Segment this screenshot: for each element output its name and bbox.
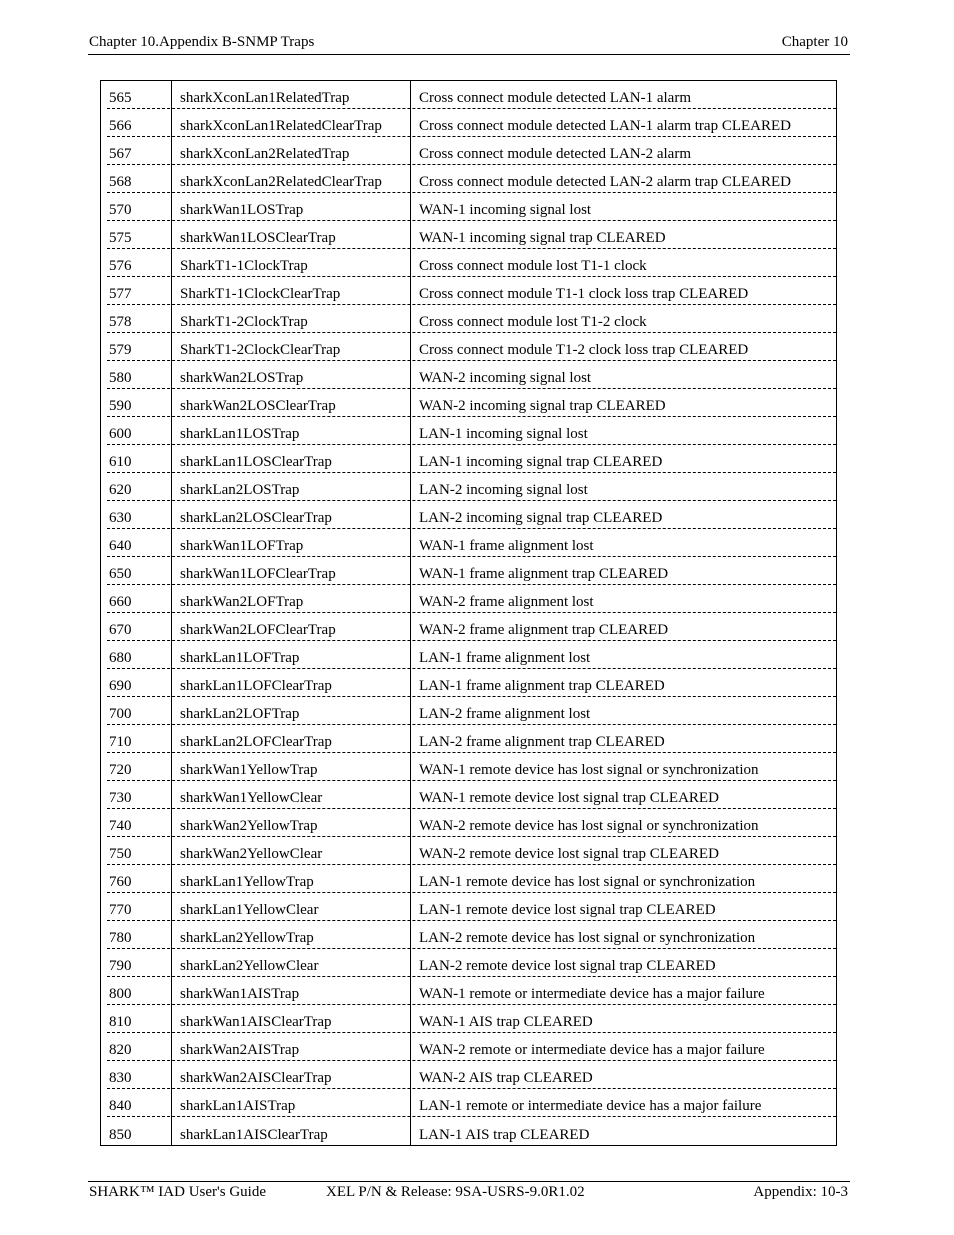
table-row bbox=[107, 473, 836, 501]
trap-name: sharkLan1YellowClear bbox=[180, 902, 319, 918]
trap-description: LAN-1 remote device has lost signal or synchronization bbox=[419, 874, 756, 890]
snmp-traps-table bbox=[100, 80, 837, 1146]
trap-name: sharkWan2LOSTrap bbox=[180, 370, 304, 386]
table-row bbox=[107, 865, 836, 893]
trap-number: 579 bbox=[109, 342, 132, 358]
trap-name: sharkWan1YellowTrap bbox=[180, 762, 318, 778]
trap-description: WAN-1 frame alignment lost bbox=[419, 538, 594, 554]
trap-description: LAN-2 frame alignment lost bbox=[419, 706, 591, 722]
trap-description: WAN-1 remote device lost signal trap CLEARED bbox=[419, 790, 719, 806]
trap-description: LAN-1 frame alignment lost bbox=[419, 650, 591, 666]
page-header bbox=[88, 34, 850, 55]
trap-number: 840 bbox=[109, 1098, 132, 1114]
table-row bbox=[107, 137, 836, 165]
trap-number: 810 bbox=[109, 1014, 132, 1030]
trap-number: 576 bbox=[109, 258, 132, 274]
trap-number: 770 bbox=[109, 902, 132, 918]
table-row bbox=[107, 389, 836, 417]
trap-number: 630 bbox=[109, 510, 132, 526]
trap-name: sharkLan2YellowClear bbox=[180, 958, 319, 974]
trap-description: LAN-2 frame alignment trap CLEARED bbox=[419, 734, 665, 750]
footer-release: XEL P/N & Release: 9SA-USRS-9.0R1.02 bbox=[326, 1184, 585, 1200]
trap-description: LAN-2 remote device lost signal trap CLEARED bbox=[419, 958, 716, 974]
table-row bbox=[107, 501, 836, 529]
trap-name: sharkXconLan2RelatedClearTrap bbox=[180, 174, 382, 190]
trap-description: Cross connect module T1-1 clock loss trap CLEARED bbox=[419, 286, 749, 302]
trap-number: 700 bbox=[109, 706, 132, 722]
trap-name: sharkWan1LOFClearTrap bbox=[180, 566, 336, 582]
trap-name: sharkXconLan1RelatedClearTrap bbox=[180, 118, 382, 134]
trap-number: 577 bbox=[109, 286, 132, 302]
trap-name: sharkLan1YellowTrap bbox=[180, 874, 314, 890]
trap-description: LAN-1 AIS trap CLEARED bbox=[419, 1127, 590, 1143]
trap-number: 610 bbox=[109, 454, 132, 470]
trap-description: LAN-1 incoming signal lost bbox=[419, 426, 588, 442]
trap-description: Cross connect module T1-2 clock loss trap CLEARED bbox=[419, 342, 749, 358]
trap-number: 640 bbox=[109, 538, 132, 554]
trap-description: WAN-1 frame alignment trap CLEARED bbox=[419, 566, 669, 582]
table-row bbox=[107, 221, 836, 249]
table-row bbox=[107, 81, 836, 109]
table-row bbox=[107, 249, 836, 277]
trap-name: sharkLan1LOFTrap bbox=[180, 650, 300, 666]
table-row bbox=[107, 1089, 836, 1117]
trap-description: WAN-2 frame alignment lost bbox=[419, 594, 594, 610]
trap-number: 720 bbox=[109, 762, 132, 778]
table-row bbox=[107, 697, 836, 725]
table-row bbox=[107, 165, 836, 193]
trap-description: LAN-1 remote or intermediate device has a major failure bbox=[419, 1098, 762, 1114]
table-row bbox=[107, 585, 836, 613]
page-footer bbox=[88, 1181, 850, 1200]
table-row bbox=[107, 1117, 836, 1145]
trap-name: sharkWan2LOSClearTrap bbox=[180, 398, 336, 414]
trap-description: WAN-2 AIS trap CLEARED bbox=[419, 1070, 593, 1086]
trap-name: sharkLan1AISClearTrap bbox=[180, 1127, 328, 1143]
trap-description: LAN-2 incoming signal lost bbox=[419, 482, 588, 498]
table-row bbox=[107, 977, 836, 1005]
trap-number: 790 bbox=[109, 958, 132, 974]
table-row bbox=[107, 893, 836, 921]
trap-name: sharkLan2LOSClearTrap bbox=[180, 510, 332, 526]
trap-number: 620 bbox=[109, 482, 132, 498]
trap-number: 670 bbox=[109, 622, 132, 638]
trap-description: Cross connect module lost T1-2 clock bbox=[419, 314, 647, 330]
trap-number: 850 bbox=[109, 1127, 132, 1143]
trap-name: SharkT1-2ClockClearTrap bbox=[180, 342, 341, 358]
table-row bbox=[107, 333, 836, 361]
trap-name: sharkWan2YellowTrap bbox=[180, 818, 318, 834]
table-row bbox=[107, 1005, 836, 1033]
trap-description: WAN-1 remote or intermediate device has a major failure bbox=[419, 986, 765, 1002]
trap-description: WAN-2 remote or intermediate device has a major failure bbox=[419, 1042, 765, 1058]
table-row bbox=[107, 445, 836, 473]
trap-name: sharkLan1LOSClearTrap bbox=[180, 454, 332, 470]
trap-name: sharkWan1LOSClearTrap bbox=[180, 230, 336, 246]
footer-guide-title: SHARK™ IAD User's Guide bbox=[89, 1184, 266, 1200]
table-row bbox=[107, 725, 836, 753]
trap-description: WAN-1 remote device has lost signal or synchronization bbox=[419, 762, 759, 778]
trap-number: 566 bbox=[109, 118, 132, 134]
trap-description: Cross connect module detected LAN-2 alarm trap CLEARED bbox=[419, 174, 791, 190]
table-row bbox=[107, 753, 836, 781]
header-chapter-label: Chapter 10 bbox=[781, 34, 848, 50]
trap-name: sharkWan2AISTrap bbox=[180, 1042, 300, 1058]
trap-name: SharkT1-1ClockTrap bbox=[180, 258, 308, 274]
trap-number: 680 bbox=[109, 650, 132, 666]
table-row bbox=[107, 949, 836, 977]
trap-description: WAN-2 incoming signal trap CLEARED bbox=[419, 398, 666, 414]
trap-number: 660 bbox=[109, 594, 132, 610]
trap-description: WAN-2 incoming signal lost bbox=[419, 370, 592, 386]
trap-number: 565 bbox=[109, 90, 132, 106]
trap-description: Cross connect module lost T1-1 clock bbox=[419, 258, 647, 274]
trap-name: sharkWan1AISClearTrap bbox=[180, 1014, 332, 1030]
table-row bbox=[107, 837, 836, 865]
table-row bbox=[107, 781, 836, 809]
trap-name: sharkLan2LOFTrap bbox=[180, 706, 300, 722]
trap-number: 740 bbox=[109, 818, 132, 834]
trap-description: LAN-1 frame alignment trap CLEARED bbox=[419, 678, 665, 694]
trap-number: 830 bbox=[109, 1070, 132, 1086]
trap-name: sharkWan2LOFClearTrap bbox=[180, 622, 336, 638]
table-row bbox=[107, 529, 836, 557]
trap-description: WAN-1 incoming signal lost bbox=[419, 202, 592, 218]
trap-number: 760 bbox=[109, 874, 132, 890]
trap-number: 820 bbox=[109, 1042, 132, 1058]
trap-name: sharkLan2LOFClearTrap bbox=[180, 734, 332, 750]
trap-description: LAN-1 incoming signal trap CLEARED bbox=[419, 454, 663, 470]
trap-number: 730 bbox=[109, 790, 132, 806]
trap-number: 600 bbox=[109, 426, 132, 442]
footer-page-number: Appendix: 10-3 bbox=[753, 1184, 848, 1200]
trap-description: LAN-2 remote device has lost signal or synchronization bbox=[419, 930, 756, 946]
trap-number: 590 bbox=[109, 398, 132, 414]
trap-number: 690 bbox=[109, 678, 132, 694]
trap-name: SharkT1-1ClockClearTrap bbox=[180, 286, 341, 302]
trap-name: sharkLan1AISTrap bbox=[180, 1098, 296, 1114]
trap-name: sharkWan1LOSTrap bbox=[180, 202, 304, 218]
trap-number: 567 bbox=[109, 146, 132, 162]
table-row bbox=[107, 417, 836, 445]
trap-name: SharkT1-2ClockTrap bbox=[180, 314, 308, 330]
table-row bbox=[107, 809, 836, 837]
table-row bbox=[107, 1033, 836, 1061]
table-row bbox=[107, 305, 836, 333]
trap-number: 570 bbox=[109, 202, 132, 218]
table-row bbox=[107, 557, 836, 585]
header-chapter-title: Chapter 10.Appendix B-SNMP Traps bbox=[89, 34, 315, 50]
trap-description: Cross connect module detected LAN-1 alarm bbox=[419, 90, 691, 106]
trap-number: 710 bbox=[109, 734, 132, 750]
trap-description: Cross connect module detected LAN-1 alarm trap CLEARED bbox=[419, 118, 791, 134]
table-row bbox=[107, 193, 836, 221]
trap-name: sharkXconLan2RelatedTrap bbox=[180, 146, 350, 162]
trap-name: sharkWan2LOFTrap bbox=[180, 594, 304, 610]
table-row bbox=[107, 1061, 836, 1089]
trap-description: WAN-1 incoming signal trap CLEARED bbox=[419, 230, 666, 246]
trap-description: WAN-2 remote device lost signal trap CLEARED bbox=[419, 846, 719, 862]
trap-name: sharkWan1LOFTrap bbox=[180, 538, 304, 554]
trap-description: Cross connect module detected LAN-2 alarm bbox=[419, 146, 691, 162]
table-row bbox=[107, 669, 836, 697]
trap-name: sharkWan1YellowClear bbox=[180, 790, 323, 806]
trap-name: sharkWan2YellowClear bbox=[180, 846, 323, 862]
trap-description: WAN-2 frame alignment trap CLEARED bbox=[419, 622, 669, 638]
trap-number: 575 bbox=[109, 230, 132, 246]
trap-number: 580 bbox=[109, 370, 132, 386]
trap-number: 780 bbox=[109, 930, 132, 946]
trap-name: sharkWan2AISClearTrap bbox=[180, 1070, 332, 1086]
trap-name: sharkLan1LOSTrap bbox=[180, 426, 300, 442]
trap-description: LAN-1 remote device lost signal trap CLEARED bbox=[419, 902, 716, 918]
table-row bbox=[107, 921, 836, 949]
table-row bbox=[107, 277, 836, 305]
trap-number: 578 bbox=[109, 314, 132, 330]
trap-name: sharkWan1AISTrap bbox=[180, 986, 300, 1002]
table-row bbox=[107, 109, 836, 137]
table-row bbox=[107, 361, 836, 389]
trap-number: 800 bbox=[109, 986, 132, 1002]
trap-number: 650 bbox=[109, 566, 132, 582]
trap-description: LAN-2 incoming signal trap CLEARED bbox=[419, 510, 663, 526]
table-row bbox=[107, 613, 836, 641]
trap-name: sharkXconLan1RelatedTrap bbox=[180, 90, 350, 106]
trap-name: sharkLan1LOFClearTrap bbox=[180, 678, 332, 694]
trap-number: 750 bbox=[109, 846, 132, 862]
trap-description: WAN-1 AIS trap CLEARED bbox=[419, 1014, 593, 1030]
trap-description: WAN-2 remote device has lost signal or synchronization bbox=[419, 818, 759, 834]
trap-name: sharkLan2YellowTrap bbox=[180, 930, 314, 946]
trap-name: sharkLan2LOSTrap bbox=[180, 482, 300, 498]
trap-number: 568 bbox=[109, 174, 132, 190]
table-row bbox=[107, 641, 836, 669]
